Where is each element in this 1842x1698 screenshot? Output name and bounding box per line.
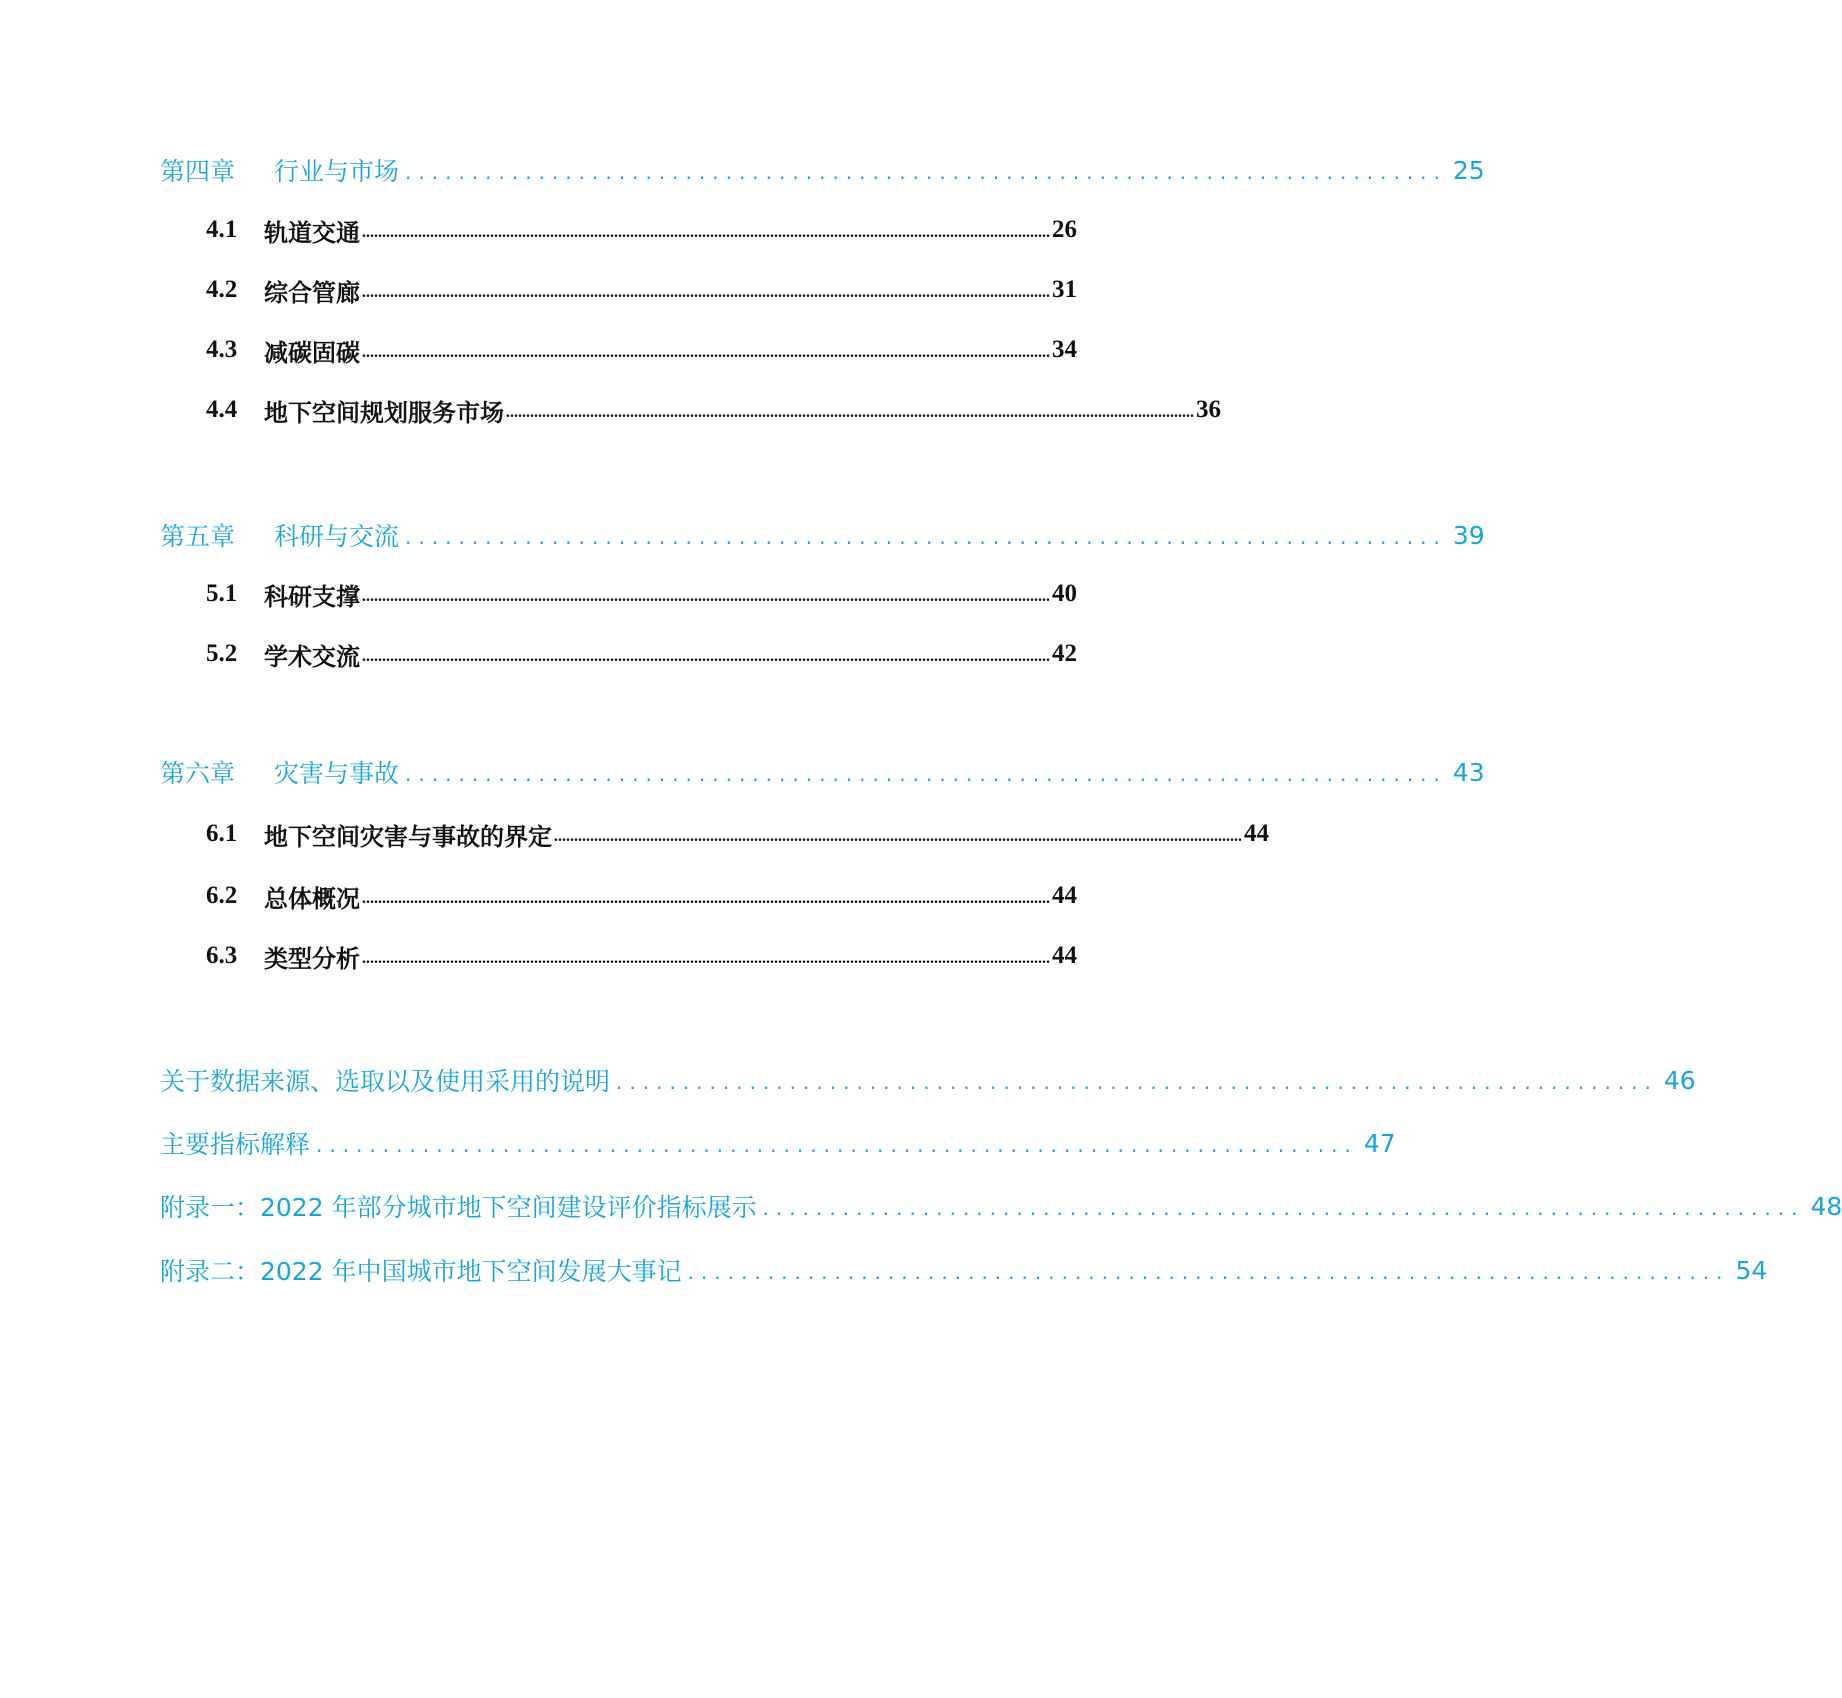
page-number: 44 [1052,882,1077,909]
section-number: 6.3 [206,942,238,969]
dot-leader: ............................................................................................................................................................................ [362,648,1050,665]
toc-section-4-4[interactable] [160,390,1221,430]
section-title: 学术交流 [264,641,360,671]
page-number: 44 [1244,820,1269,847]
toc-section-5-1[interactable] [160,574,1077,614]
chapter-title: 灾害与事故 [274,759,400,788]
section-title: 地下空间灾害与事故的界定 [264,821,552,851]
toc-section-6-2[interactable] [160,876,1077,916]
section-title: 总体概况 [264,883,360,913]
dot-leader: .............................................................................. [316,1133,1358,1157]
dot-leader: ............................................................................................................................................................................ [362,588,1050,605]
dot-leader: .............................................................................. [616,1070,1658,1094]
dot-leader: .............................................................................. [687,1260,1730,1284]
chapter-title: 行业与市场 [274,157,400,186]
section-number: 5.1 [206,580,238,607]
section-title: 类型分析 [264,943,360,973]
page-number: 25 [1452,155,1485,185]
toc-chapter-6[interactable] [160,752,1485,792]
entry-title: 附录二：2022 年中国城市地下空间发展大事记 [160,1257,682,1286]
dot-leader: ............................................................................................................................................................................ [362,950,1050,967]
page-number: 48 [1810,1191,1842,1221]
chapter-label: 第五章 [160,522,236,551]
page-number: 36 [1196,396,1221,423]
page-number: 26 [1052,216,1077,243]
dot-leader: ............................................................................................................................................................................ [362,890,1050,907]
toc-section-4-1[interactable] [160,210,1077,250]
entry-title: 主要指标解释 [160,1130,311,1159]
page-number: 47 [1363,1128,1396,1158]
toc-section-4-2[interactable] [160,270,1077,310]
dot-leader: ............................................................................................................................................................................ [362,284,1050,301]
page-number: 43 [1452,757,1485,787]
page-number: 31 [1052,276,1077,303]
section-number: 6.2 [206,882,238,909]
toc-appendix-2[interactable] [160,1250,1768,1290]
page-number: 34 [1052,336,1077,363]
toc-chapter-4[interactable] [160,150,1485,190]
toc-section-4-3[interactable] [160,330,1077,370]
page-number: 39 [1452,520,1485,550]
dot-leader: .............................................................................. [405,525,1447,549]
dot-leader: .............................................................................. [762,1196,1805,1220]
dot-leader: ............................................................................................................................................................................ [362,344,1050,361]
page-number: 54 [1735,1255,1768,1285]
section-number: 6.1 [206,820,238,847]
section-title: 科研支撑 [264,581,360,611]
entry-title: 关于数据来源、选取以及使用采用的说明 [160,1067,611,1096]
section-number: 4.1 [206,216,238,243]
section-number: 4.3 [206,336,238,363]
dot-leader: ............................................................................................................................................................................ [506,404,1194,421]
toc-section-6-1[interactable] [160,814,1269,854]
page-number: 44 [1052,942,1077,969]
toc-section-5-2[interactable] [160,634,1077,674]
dot-leader: ............................................................................................................................................................................ [362,224,1050,241]
page-number: 46 [1663,1065,1696,1095]
toc-section-6-3[interactable] [160,936,1077,976]
section-title: 地下空间规划服务市场 [264,397,504,427]
section-title: 轨道交通 [264,217,360,247]
dot-leader: ............................................................................................................................................................................ [554,828,1242,845]
toc-chapter-5[interactable] [160,515,1485,555]
section-title: 综合管廊 [264,277,360,307]
section-number: 4.4 [206,396,238,423]
dot-leader: .............................................................................. [405,160,1447,184]
toc-appendix-data-sources[interactable] [160,1060,1696,1100]
chapter-label: 第四章 [160,157,236,186]
page-number: 40 [1052,580,1077,607]
dot-leader: .............................................................................. [405,762,1447,786]
toc-appendix-1[interactable] [160,1186,1842,1226]
page-number: 42 [1052,640,1077,667]
section-number: 5.2 [206,640,238,667]
chapter-title: 科研与交流 [274,522,400,551]
section-title: 减碳固碳 [264,337,360,367]
toc-appendix-indicators[interactable] [160,1123,1396,1163]
entry-title: 附录一：2022 年部分城市地下空间建设评价指标展示 [160,1193,757,1222]
chapter-label: 第六章 [160,759,236,788]
section-number: 4.2 [206,276,238,303]
